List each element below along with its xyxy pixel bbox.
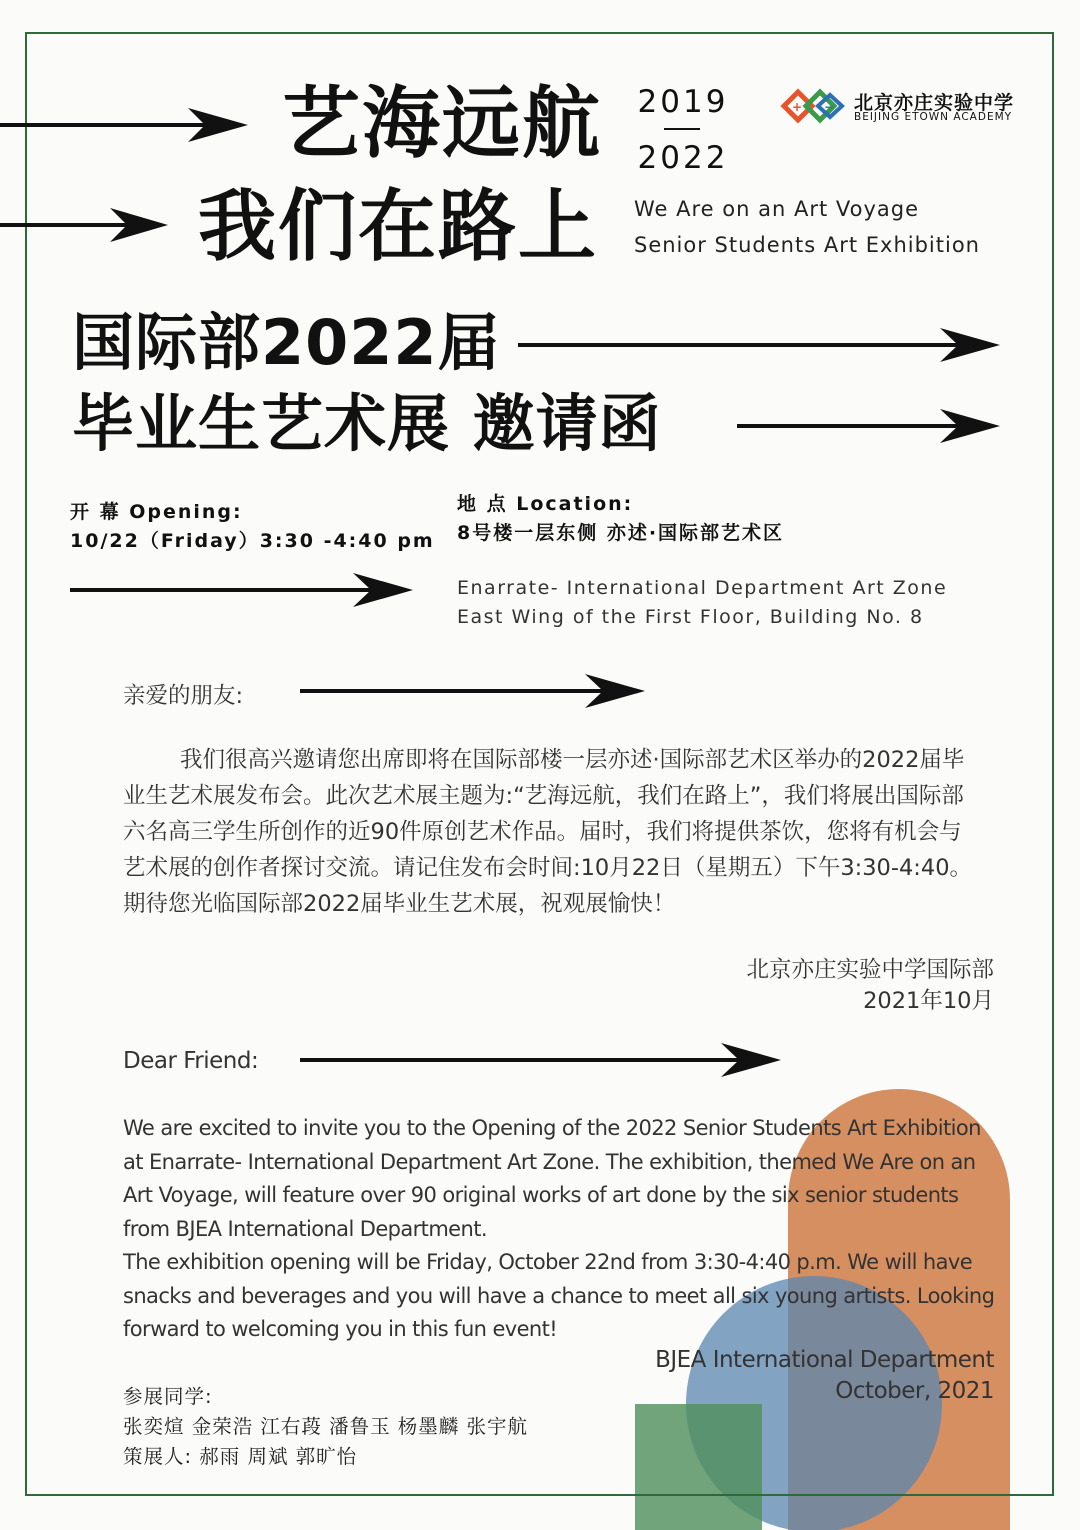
curators: 策展人: 郝雨 周斌 郭旷怡 [123,1445,358,1468]
signature-cn [594,955,994,1017]
main-title-line2: 我们在路上 [198,182,599,272]
subtitle-en-2: Senior Students Art Exhibition [634,233,980,257]
signature-cn-date: 2021年10月 [863,988,994,1014]
svg-text:+: + [792,100,803,114]
logo-name-en: BEIJING ETOWN ACADEMY [854,111,1013,123]
school-logo-icon [778,86,846,126]
letter-body-cn: 我们很高兴邀请您出席即将在国际部楼一层亦述·国际部艺术区举办的2022届毕业生艺术展发布会。此次艺术展主题为:“艺海远航，我们在路上”，我们将展出国际部六名高三学生所创作的近90件原创艺术作品。届时，我们将提供茶饮，您将有机会与艺术展的创作者探讨交流。请记住发布会时间:10月22日（星期五）下午3:30-4:40。期待您光临国际部2022届毕业生艺术展，祝观展愉快！ [123,747,973,917]
school-logo [778,86,1018,126]
main-title-line1: 艺海远航 [282,79,603,169]
participants-label: 参展同学: [123,1385,213,1408]
year-start: 2019 [637,84,729,120]
greeting-en: Dear Friend: [123,1048,259,1074]
opening-time: 10/22（Friday）3:30 -4:40 pm [70,530,435,552]
subtitle-en-1: We Are on an Art Voyage [634,197,919,221]
letter-body-en-p1: We are excited to invite you to the Opening of the 2022 Senior Students Art Exhibition at Enarrate- International Department Art Zone. The exhibition, themed We Are on an Art Voyage, will feature over 90 original works of art done by the six senior students from BJEA International Department. [123,1116,981,1241]
signature-en [574,1345,994,1407]
arrow-right-icon [0,205,170,245]
svg-text:−: − [824,100,835,114]
headline-line1: 国际部2022届 [72,306,501,379]
location-en-1: Enarrate- International Department Art Zone [457,577,948,599]
arrow-right-icon [0,105,250,145]
participants-names: 张奕煊 金荣浩 江右葮 潘鲁玉 杨墨麟 张宇航 [123,1415,528,1438]
greeting-cn: 亲爱的朋友: [123,683,244,709]
credits [123,1382,528,1472]
arrow-right-icon [300,671,648,711]
location-en-2: East Wing of the First Floor, Building No. 8 [457,606,924,628]
arrow-right-icon [518,325,1003,365]
letter-body-en-p2: The exhibition opening will be Friday, October 22nd from 3:30-4:40 p.m. We will have snacks and beverages and you will have a chance to meet all six young artists. Looking forward to welcoming you in this fun event! [123,1250,995,1341]
year-end: 2022 [637,140,729,176]
opening-label: 开 幕 Opening: [70,501,243,523]
arrow-right-icon [70,570,416,610]
logo-name-cn: 北京亦庄实验中学 [854,92,1015,114]
arrow-right-icon [737,406,1003,446]
location-label: 地 点 Location: [457,493,634,515]
signature-cn-name: 北京亦庄实验中学国际部 [746,957,994,983]
letter-body-en [123,1112,1003,1347]
location-cn: 8号楼一层东侧 亦述·国际部艺术区 [457,522,785,544]
arrow-right-icon [300,1040,784,1080]
signature-en-name: BJEA International Department [655,1347,994,1373]
year-dash [664,128,700,130]
signature-en-date: October, 2021 [835,1378,994,1404]
headline-line2: 毕业生艺术展 邀请函 [72,387,662,460]
